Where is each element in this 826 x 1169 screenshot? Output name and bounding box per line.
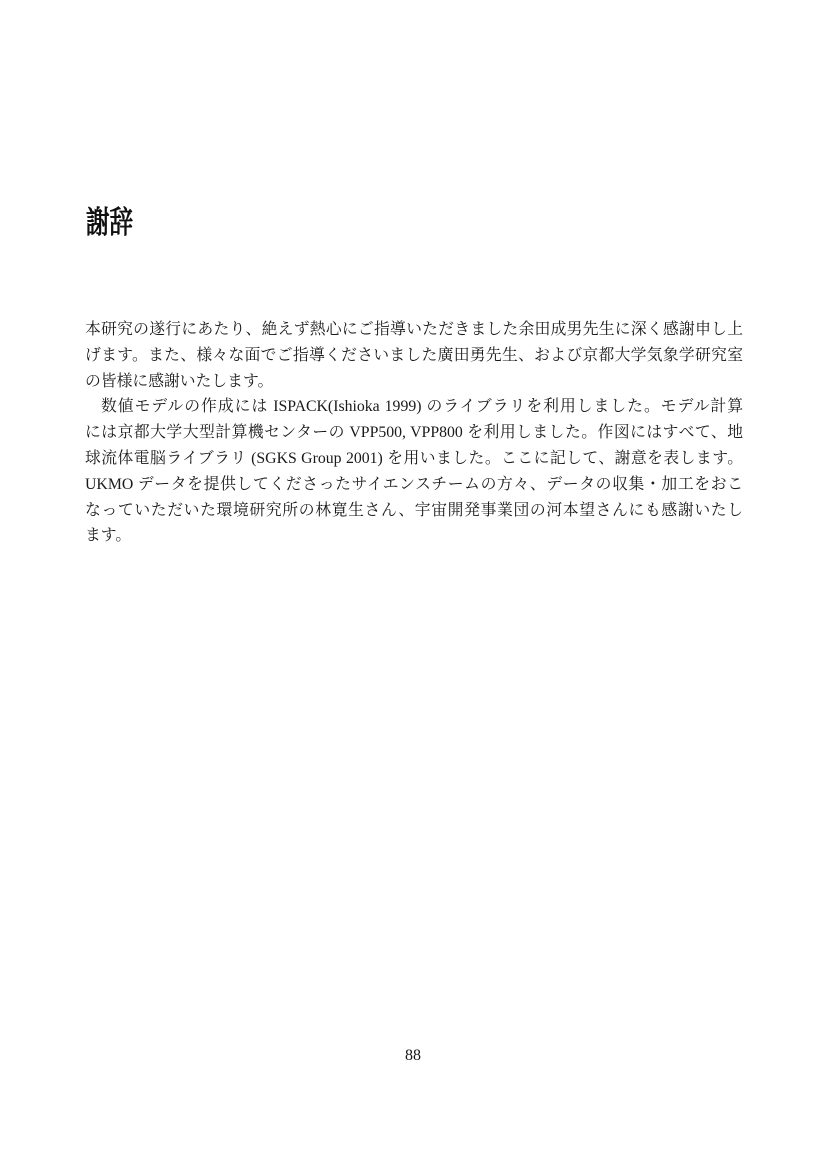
text-line: 数値モデルの作成には ISPACK(Ishioka 1999) のライブラリを利用しました。モデル計算 [101, 398, 743, 416]
page-number: 88 [405, 1047, 421, 1064]
text-line: の皆様に感謝いたします。 [85, 372, 274, 390]
text-line: げます。また、様々な面でご指導くださいました廣田勇先生、および京都大学気象学研究室 [85, 346, 743, 364]
chapter-title: 謝辞 [86, 205, 134, 241]
text-line: ます。 [85, 527, 132, 545]
text-line: UKMO データを提供してくださったサイエンスチームの方々、データの収集・加工をおこ [85, 475, 743, 493]
paragraph-2 [85, 394, 743, 549]
acknowledgments-body [85, 317, 743, 549]
text-line: 本研究の遂行にあたり、絶えず熱心にご指導いただきました余田成男先生に深く感謝申し上 [85, 321, 743, 338]
paragraph-1 [85, 317, 743, 394]
text-line: なっていただいた環境研究所の林寛生さん、宇宙開発事業団の河本望さんにも感謝いたし [85, 501, 743, 519]
text-line: 球流体電脳ライブラリ (SGKS Group 2001) を用いました。ここに記して、謝意を表します。 [85, 449, 743, 467]
text-line: には京都大学大型計算機センターの VPP500, VPP800 を利用しました。作図にはすべて、地 [85, 424, 743, 442]
